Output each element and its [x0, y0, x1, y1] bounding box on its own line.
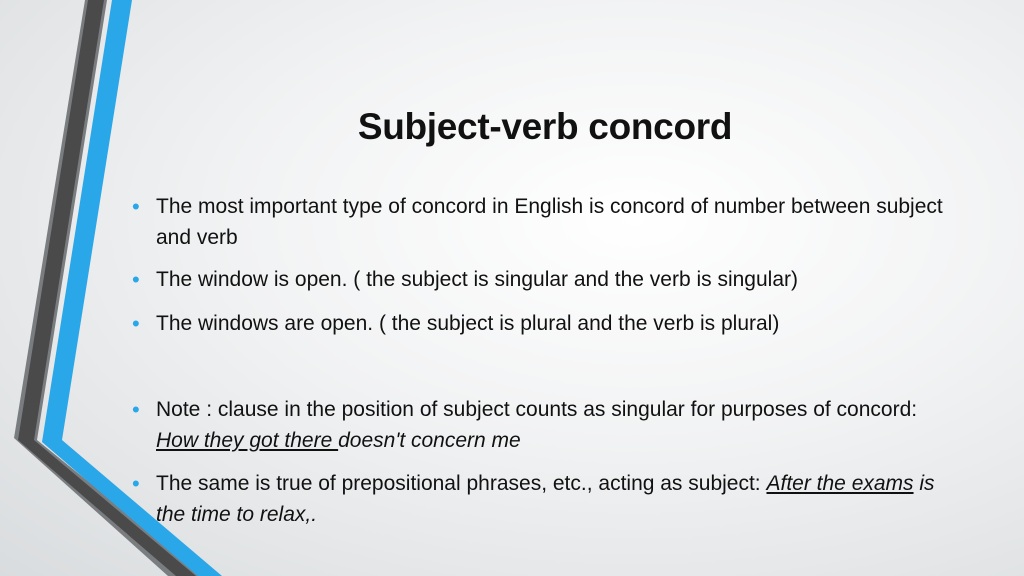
- bullet-text: The windows are open. ( the subject is plural and the verb is plural): [156, 312, 780, 335]
- example-subject: How they got there: [156, 429, 339, 452]
- slide-title: Subject-verb concord: [357, 106, 733, 147]
- bullet-dot-icon: •: [132, 397, 140, 422]
- bullet-dot-icon: •: [132, 194, 140, 219]
- example-subject: After the exams: [766, 472, 914, 495]
- bullet-item: [132, 264, 946, 295]
- bullet-item: [132, 468, 946, 530]
- example-predicate: doesn't concern me: [338, 429, 521, 452]
- bullet-dot-icon: •: [132, 267, 140, 292]
- bullet-dot-icon: •: [132, 311, 140, 336]
- bullet-text: The window is open. ( the subject is singular and the verb is singular): [156, 268, 798, 291]
- bullet-text: The same is true of prepositional phrases, etc., acting as subject:: [156, 472, 767, 495]
- bullet-item: [132, 191, 946, 253]
- bullet-item: [132, 394, 946, 456]
- bullet-dot-icon: •: [132, 471, 140, 496]
- bullet-text: The most important type of concord in English is concord of number between subject and verb: [156, 195, 943, 249]
- example-predicate: is the time to relax,.: [156, 472, 935, 526]
- bullet-item: [132, 308, 946, 339]
- bullet-text: Note : clause in the position of subject counts as singular for purposes of concord:: [156, 398, 918, 421]
